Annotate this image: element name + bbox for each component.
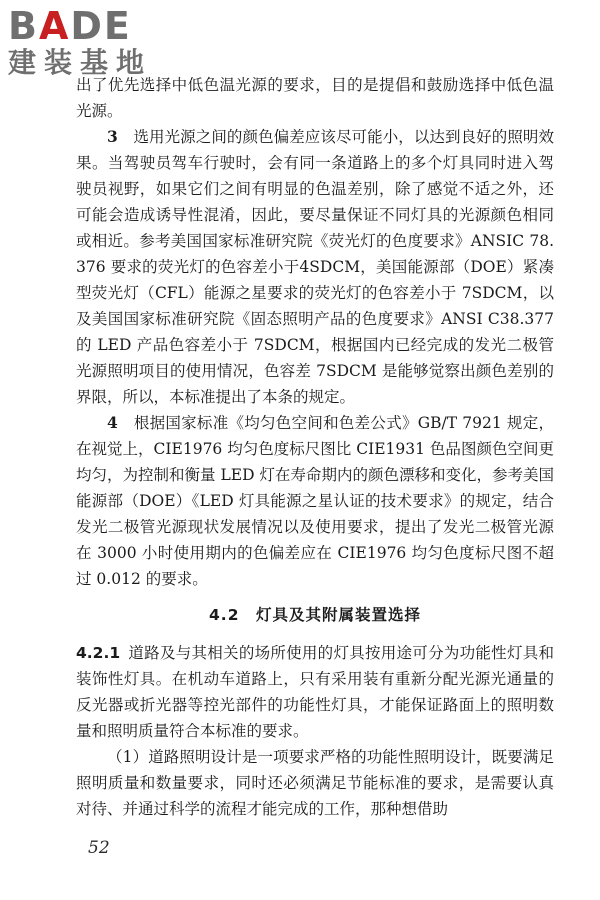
logo-brand-accent: A <box>38 4 71 48</box>
section-heading: 4.2 灯具及其附属装置选择 <box>209 606 421 624</box>
logo-brand-part1: B <box>8 4 39 48</box>
paragraph-4 <box>76 410 554 592</box>
logo-brand-part2: DE <box>70 4 132 48</box>
clause-text: 道路及与其相关的场所使用的灯具按用途可分为功能性灯具和装饰性灯具。在机动车道路上，只有采用装有重新分配光源光通量的反光器或折光器等控光部件的功能性灯具，才能保证路面上的照明数量和照明质量符合本标准的要求。 <box>76 644 554 740</box>
paragraph-item-1: （1）道路照明设计是一项要求严格的功能性照明设计，既要满足照明质量和数量要求，同时还必须满足节能标准的要求，是需要认真对待、并通过科学的流程才能完成的工作，那种想借助 <box>76 748 554 818</box>
logo-subtitle: 建装基地 <box>8 46 153 79</box>
paragraph-4-number: 4 <box>107 413 118 432</box>
clause-4-2-1 <box>76 640 554 744</box>
paragraph-4-text: 根据国家标准《均匀色空间和色差公式》GB/T 7921 规定，在视觉上，CIE1976 均匀色度标尺图比 CIE1931 色品图颜色空间更均匀，为控制和衡量 LED 灯在寿命期内的颜色漂移和变化，参考美国能源部（DOE）《LED 灯具能源之星认证的技术要求》的规定，结合发光二极管光源现状发展情况以及使用要求，提出了发光二极管光源在 3000 小时使用期内的色偏差应在 CIE1976 均匀色度标尺图不超过 0.012 的要求。 <box>76 414 554 588</box>
clause-number: 4.2.1 <box>76 644 121 662</box>
paragraph-continuation: 出了优先选择中低色温光源的要求，目的是提倡和鼓励选择中低色温光源。 <box>76 76 554 120</box>
paragraph-3-text: 选用光源之间的颜色偏差应该尽可能小，以达到良好的照明效果。当驾驶员驾车行驶时，会有同一条道路上的多个灯具同时进入驾驶员视野，如果它们之间有明显的色温差别，除了感觉不适之外，还可能会造成诱导性混淆，因此，要尽量保证不同灯具的光源颜色相同或相近。参考美国国家标准研究院《荧光灯的色度要求》ANSIC 78.376 要求的荧光灯的色容差小于4SDCM，美国能源部（DOE）紧凑型荧光灯（CFL）能源之星要求的荧光灯的色容差小于 7SDCM，以及美国国家标准研究院《固态照明产品的色度要求》ANSI C38.377 的 LED 产品色容差小于 7SDCM，根据国内已经完成的发光二极管光源照明项目的使用情况，色容差 7SDCM 是能够觉察出颜色差别的界限，所以，本标准提出了本条的规定。 <box>76 128 554 406</box>
paragraph-3-number: 3 <box>107 127 118 146</box>
page-number: 52 <box>88 838 110 858</box>
body-text <box>76 72 554 822</box>
paragraph-3 <box>76 124 554 410</box>
logo-brand <box>8 6 178 46</box>
